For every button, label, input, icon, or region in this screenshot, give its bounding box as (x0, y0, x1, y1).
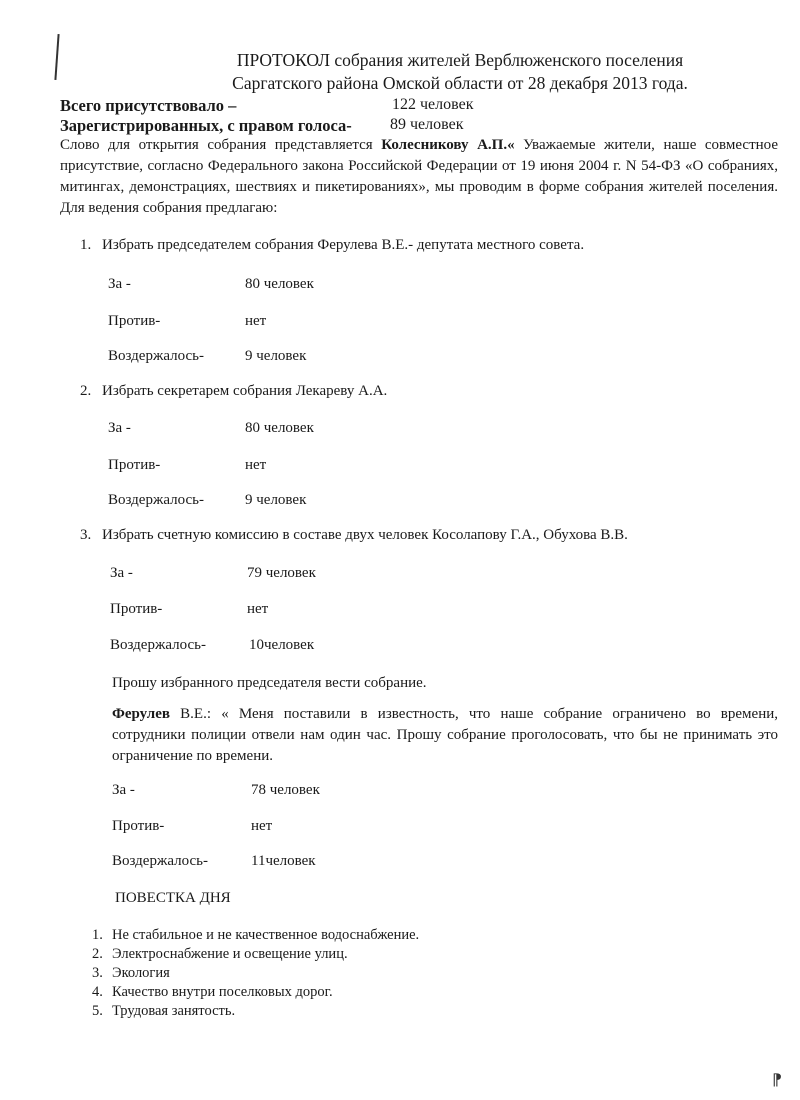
item-text: Избрать секретарем собрания Лекареву А.А. (102, 383, 388, 399)
agenda-item-number: 3. (92, 965, 103, 981)
item-text: Избрать председателем собрания Ферулева В.Е.- депутата местного совета. (102, 237, 585, 253)
item-text: Избрать счетную комиссию в составе двух человек Косолапову Г.А., Обухова В.В. (102, 527, 628, 543)
total-present-label: Всего присутствовало – (60, 96, 237, 115)
agenda-list (92, 926, 419, 1021)
item-number: 1. (80, 237, 92, 253)
title-line-1: ПРОТОКОЛ собрания жителей Верблюженского поселения (236, 50, 684, 70)
vote-abstain-value: 9 человек (245, 492, 307, 508)
vote-against-label: Против- (108, 313, 161, 329)
vote-against-label: Против- (108, 457, 161, 473)
vote-for-label: За - (108, 420, 131, 436)
vote-for-value: 80 человек (245, 276, 314, 292)
item-number: 3. (80, 527, 92, 543)
registered-value: 89 человек (390, 116, 464, 133)
pen-margin-mark (54, 34, 59, 80)
agenda-item (92, 926, 419, 945)
chair-request: Прошу избранного председателя вести собрание. (112, 675, 427, 691)
agenda-item-number: 1. (92, 927, 103, 943)
vote-abstain-value: 9 человек (245, 348, 307, 364)
agenda-item-number: 4. (92, 984, 103, 1000)
agenda-item-number: 5. (92, 1003, 103, 1019)
agenda-title: ПОВЕСТКА ДНЯ (115, 890, 231, 906)
chair-speech (112, 704, 778, 767)
intro-speaker: Колесникову А.П.« (381, 137, 515, 153)
vote-abstain-label: Воздержалось- (110, 637, 206, 653)
vote-abstain-value: 11человек (251, 853, 316, 869)
vote-for-label: За - (112, 782, 135, 798)
vote-against-value: нет (251, 818, 273, 834)
vote-against-label: Против- (112, 818, 165, 834)
vote-for-label: За - (108, 276, 131, 292)
vote-against-label: Против- (110, 601, 163, 617)
agenda-item (92, 964, 419, 983)
vote-abstain-label: Воздержалось- (108, 492, 204, 508)
vote-against-value: нет (245, 457, 267, 473)
vote-abstain-label: Воздержалось- (108, 348, 204, 364)
agenda-item (92, 983, 419, 1002)
vote-for-value: 79 человек (247, 565, 316, 581)
resolution-item-2 (80, 383, 387, 400)
vote-against-value: нет (247, 601, 269, 617)
title-line-2: Саргатского района Омской области от 28 декабря 2013 года. (232, 73, 688, 93)
item-number: 2. (80, 383, 92, 399)
vote-for-value: 80 человек (245, 420, 314, 436)
agenda-item-text: Экология (112, 965, 170, 981)
intro-paragraph (60, 135, 778, 219)
registered-label: Зарегистрированных, с правом голоса- (60, 116, 352, 135)
agenda-item (92, 1002, 419, 1021)
intro-text-before: Слово для открытия собрания представляется (60, 137, 382, 153)
total-present-value: 122 человек (392, 96, 474, 113)
intro-text-after: Уважаемые жители, наше совместное присутствие, согласно Федерального закона Российской Федерации от 19 июня 2004 г. N 54-ФЗ «О собраниях, митингах, демонстрациях, шествиях и пикетированиях», мы проводим в форме собрания жителей поселения. Для ведения собрания предлагаю: (60, 137, 778, 216)
document-title (190, 49, 730, 95)
agenda-item-number: 2. (92, 946, 103, 962)
speech-speaker: Ферулев (112, 706, 170, 722)
vote-abstain-value: 10человек (249, 637, 315, 653)
speech-text: В.Е.: « Меня поставили в известность, что наше собрание ограничено во времени, сотрудники полиции отвели нам один час. Прошу собрание проголосовать, что бы не принимать это ограничение по времени. (112, 706, 778, 764)
resolution-item-3 (80, 527, 628, 544)
pen-corner-mark: ⁋ (771, 1072, 782, 1089)
vote-abstain-label: Воздержалось- (112, 853, 208, 869)
vote-for-value: 78 человек (251, 782, 320, 798)
agenda-item-text: Не стабильное и не качественное водоснабжение. (112, 927, 420, 943)
vote-against-value: нет (245, 313, 267, 329)
agenda-item-text: Качество внутри поселковых дорог. (112, 984, 333, 1000)
agenda-item-text: Трудовая занятость. (112, 1003, 236, 1019)
agenda-item (92, 945, 419, 964)
vote-for-label: За - (110, 565, 133, 581)
agenda-item-text: Электроснабжение и освещение улиц. (112, 946, 348, 962)
resolution-item-1 (80, 237, 584, 254)
